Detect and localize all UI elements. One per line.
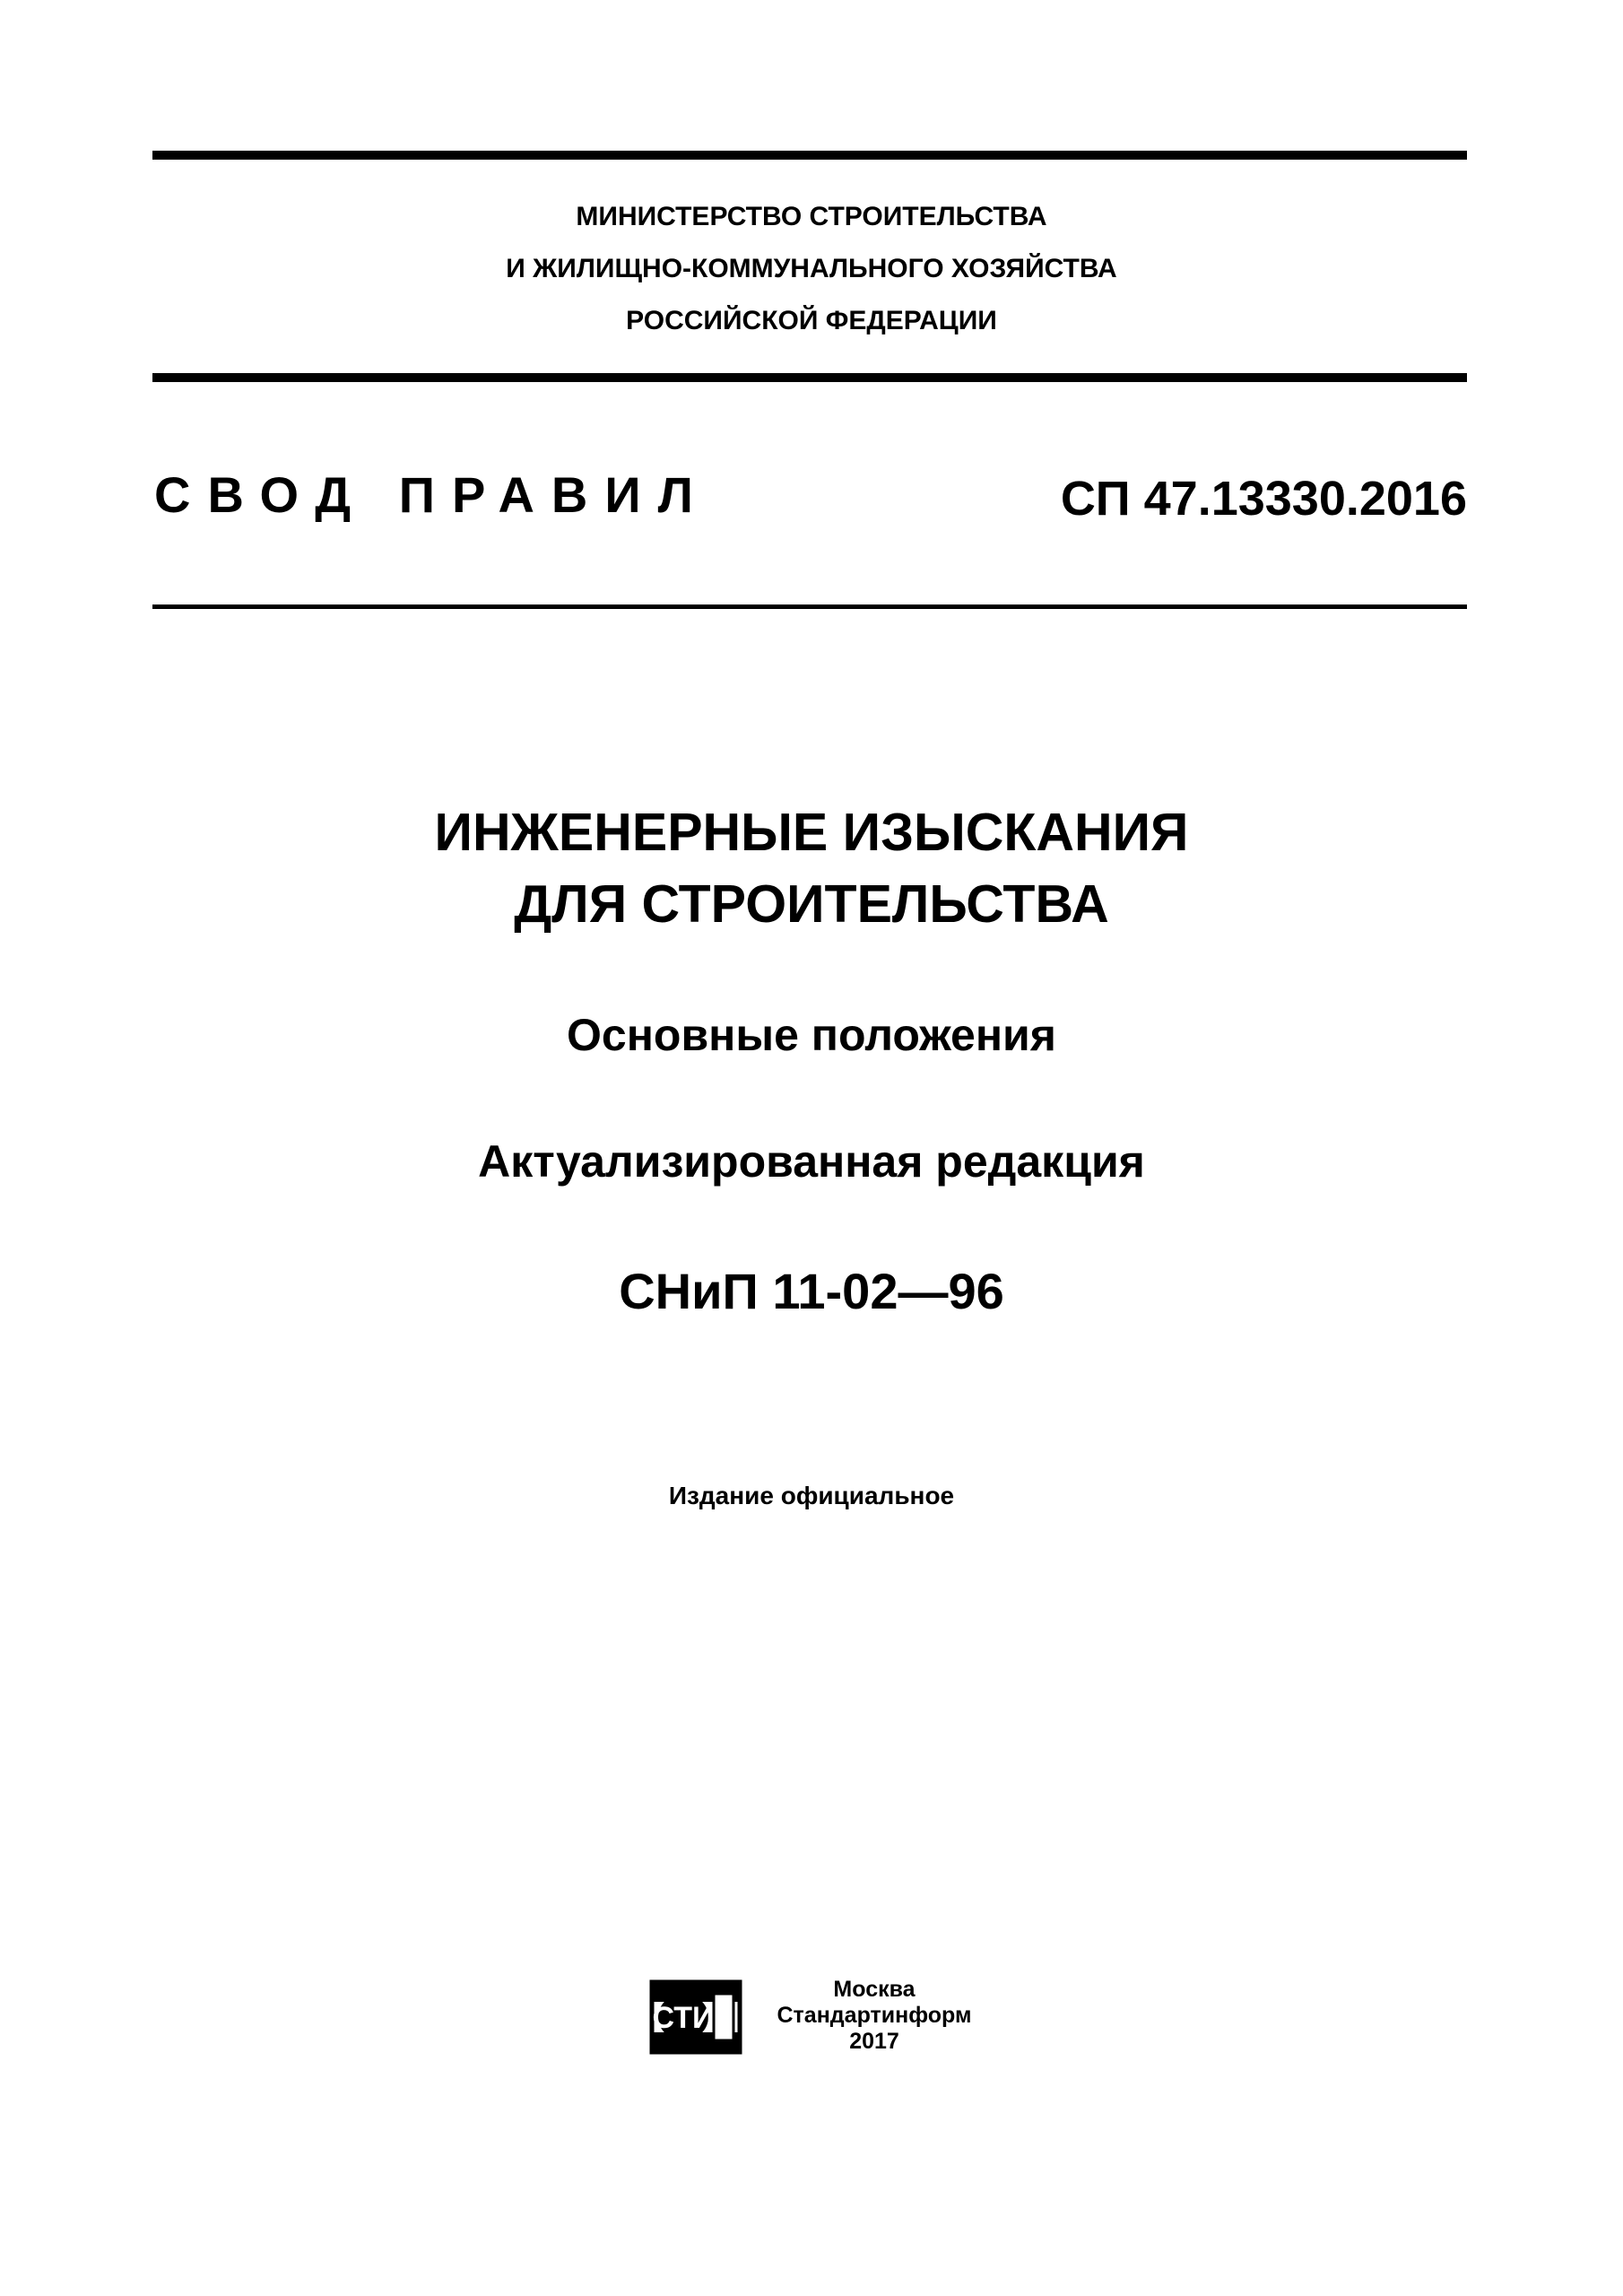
ministry-bottom-rule <box>152 373 1467 382</box>
publisher-block <box>767 1977 982 2055</box>
publisher-name: Стандартинформ <box>777 2003 972 2028</box>
standartinform-logo-icon <box>649 1979 742 2055</box>
ministry-line-1: МИНИСТЕРСТВО СТРОИТЕЛЬСТВА <box>576 202 1047 231</box>
publisher-city: Москва <box>833 1977 916 2002</box>
document-subtitle: Основные положения <box>567 1010 1056 1060</box>
ministry-block <box>0 191 1623 347</box>
top-rule <box>152 151 1467 160</box>
document-title <box>0 796 1623 940</box>
code-bottom-rule <box>152 604 1467 609</box>
publisher-year: 2017 <box>849 2029 899 2054</box>
document-type: СВОД ПРАВИЛ <box>154 466 710 523</box>
logo-text: СТИ <box>652 2001 715 2035</box>
ministry-line-2: И ЖИЛИЩНО-КОММУНАЛЬНОГО ХОЗЯЙСТВА <box>506 254 1117 283</box>
revision-label: Актуализированная редакция <box>478 1136 1145 1187</box>
edition-note: Издание официальное <box>668 1482 955 1509</box>
title-line-1: ИНЖЕНЕРНЫЕ ИЗЫСКАНИЯ <box>434 803 1189 862</box>
ministry-line-3: РОССИЙСКОЙ ФЕДЕРАЦИИ <box>626 306 997 335</box>
title-line-2: ДЛЯ СТРОИТЕЛЬСТВА <box>514 874 1109 934</box>
snip-reference: СНиП 11-02—96 <box>619 1263 1004 1319</box>
document-number: СП 47.13330.2016 <box>1060 472 1467 526</box>
